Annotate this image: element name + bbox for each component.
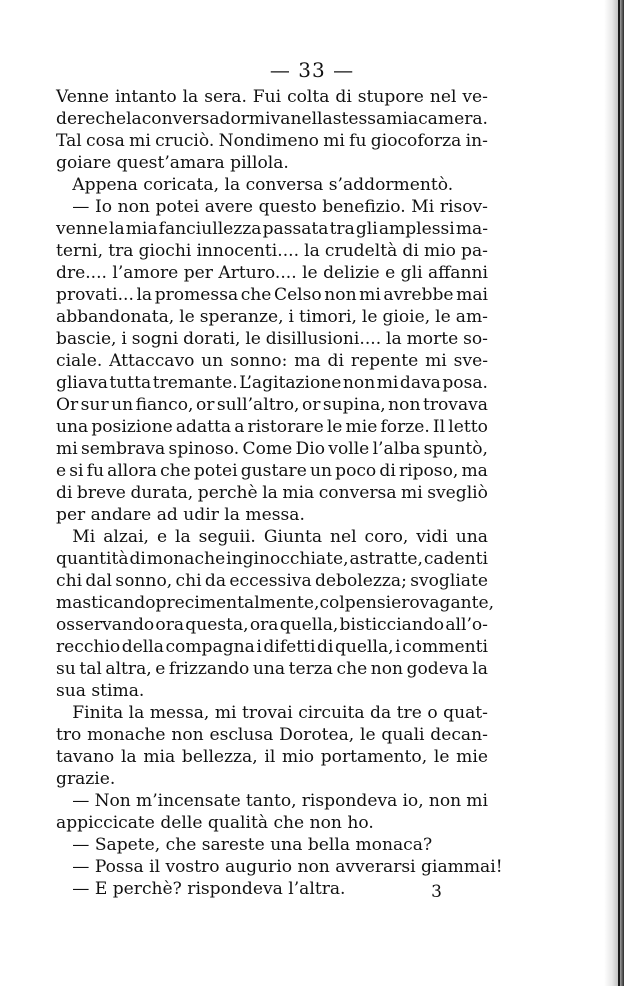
text-line: Appena coricata, la conversa s’addormentò.	[56, 175, 454, 195]
text-line: abbandonata, le speranze, i timori, le gioie, le am-	[56, 307, 488, 327]
text-line: Mi alzai, e la seguii. Giunta nel coro, vidi una	[56, 527, 488, 547]
text-line: per andare ad udir la messa.	[56, 505, 305, 525]
text-line: tro monache non esclusa Dorotea, le quali decan-	[56, 725, 488, 745]
text-line: Tal cosa mi cruciò. Nondimeno mi fu giocoforza in-	[56, 131, 488, 151]
text-line: grazie.	[56, 769, 116, 789]
text-line: una posizione adatta a ristorare le mie forze. Il letto	[56, 417, 488, 437]
text-line: terni, tra giochi innocenti.... la crudeltà di mio pa-	[56, 241, 488, 261]
text-line: Or sur un fianco, or sull’altro, or supina, non trovava	[56, 395, 488, 415]
text-line: e si fu allora che potei gustare un poco di riposo, ma	[56, 461, 488, 481]
text-line: osservando ora questa, ora quella, bisticciando all’o-	[56, 615, 488, 635]
text-line: mi sembrava spinoso. Come Dio volle l’alba spuntò,	[56, 439, 488, 459]
page-number: — 33 —	[269, 58, 355, 82]
text-line: — E perchè? rispondeva l’altra.	[56, 879, 346, 899]
text-line: venne la mia fanciullezza passata tra gli amplessi ma-	[56, 219, 488, 239]
signature-mark: 3	[431, 882, 442, 902]
text-line: provati... la promessa che Celso non mi avrebbe mai	[56, 285, 488, 305]
text-line: chi dal sonno, chi da eccessiva debolezza; svogliate	[56, 571, 488, 591]
text-line: Finita la messa, mi trovai circuita da tre o quat-	[56, 703, 488, 723]
text-line: di breve durata, perchè la mia conversa mi svegliò	[56, 483, 488, 503]
text-line: sua stima.	[56, 681, 145, 701]
book-spine-shadow	[604, 0, 624, 986]
text-line: quantità di monache inginocchiate, astratte, cadenti	[56, 549, 488, 569]
text-line: — Non m’incensate tanto, rispondeva io, non mi	[56, 791, 488, 811]
text-line: bascie, i sogni dorati, le disillusioni.... la morte so-	[56, 329, 488, 349]
text-line: ciale. Attaccavo un sonno: ma di repente mi sve-	[56, 351, 488, 371]
text-line: Venne intanto la sera. Fui colta di stupore nel ve-	[56, 87, 488, 107]
text-line: recchio della compagna i difetti di quella, i commenti	[56, 637, 488, 657]
book-edge-line	[618, 0, 620, 986]
text-line: masticando preci mentalmente, col pensiero vagante,	[56, 593, 495, 613]
text-line: dre.... l’amore per Arturo.... le delizie e gli affanni	[56, 263, 488, 283]
text-line: goiare quest’amara pillola.	[56, 153, 289, 173]
text-line: su tal altra, e frizzando una terza che non godeva la	[56, 659, 488, 679]
text-line: dere che la conversa dormiva nella stessa mia camera.	[56, 109, 488, 129]
text-line: tavano la mia bellezza, il mio portamento, le mie	[56, 747, 488, 767]
text-line: — Io non potei avere questo benefizio. Mi risov-	[56, 197, 488, 217]
text-line: — Possa il vostro augurio non avverarsi giammai!	[56, 857, 503, 877]
body-text	[56, 86, 503, 900]
text-line: appiccicate delle qualità che non ho.	[56, 813, 374, 833]
text-line: — Sapete, che sareste una bella monaca?	[56, 835, 433, 855]
text-line: gliava tutta tremante. L’agitazione non mi dava posa.	[56, 373, 488, 393]
